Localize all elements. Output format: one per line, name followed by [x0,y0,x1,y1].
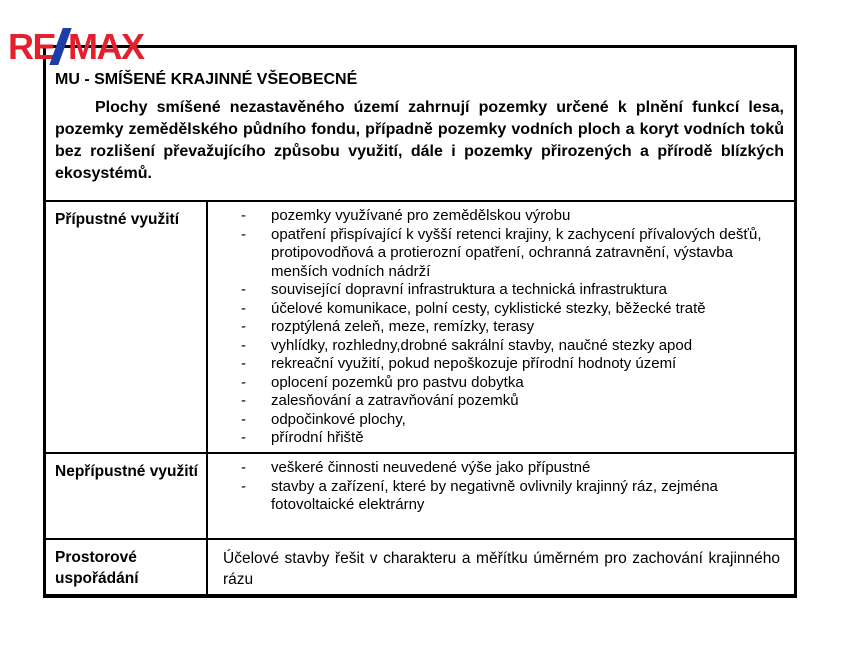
dash-marker: - [241,225,246,243]
table-row-permitted-use [46,200,794,452]
list-item-text: opatření přispívající k vyšší retenci krajiny, k zachycení přívalových dešťů, protipovodňová a protierozní opatření, ochranná zatravnění, výstavba menších vodních nádrží [271,225,762,280]
dash-marker: - [241,355,246,372]
row-content [208,540,794,594]
zone-description: Plochy smíšené nezastavěného území zahrnují pozemky určené k plnění funkcí lesa, pozemky zemědělského půdního fondu, případně pozemky vodních ploch a koryt vodních toků bez rozlišení převažujícího způsobu využití, dále i pozemky přirozených a přírodě blízkých ekosystémů. [55,99,784,182]
list-item [241,459,786,478]
list-item-text: účelové komunikace, polní cesty, cyklistické stezky, běžecké tratě [271,299,706,317]
dash-marker: - [241,392,246,409]
list-item [241,281,786,300]
logo-re-text: RE [8,26,56,67]
dash-marker: - [241,429,246,446]
list-item [241,429,786,448]
list-item-text: vyhlídky, rozhledny,drobné sakrální stavby, naučné stezky apod [271,336,693,354]
list-item [241,300,786,319]
list-item [241,318,786,337]
list-item [241,355,786,374]
list-item-text: pozemky využívané pro zemědělskou výrobu [271,207,571,224]
list-item [241,392,786,411]
dash-marker: - [241,459,246,476]
row-content [208,454,794,538]
logo-max-text: MAX [68,26,144,67]
list-item [241,226,786,282]
zone-title: MU - SMÍŠENÉ KRAJINNÉ VŠEOBECNÉ [55,71,358,88]
row-label: Prostorové uspořádání [46,540,208,594]
list-item-text: rekreační využití, pokud nepoškozuje přírodní hodnoty území [271,355,677,372]
list-item-text: odpočinkové plochy, [271,410,406,428]
row-content [208,202,794,452]
dash-marker: - [241,281,246,298]
list-item-text: rozptýlená zeleň, meze, remízky, terasy [271,318,535,335]
dash-marker: - [241,207,246,224]
dash-marker: - [241,410,246,428]
list-item-text: přírodní hřiště [271,429,364,446]
list-item [241,478,786,515]
bullet-list [208,202,794,448]
dash-marker: - [241,373,246,391]
dash-marker: - [241,477,246,495]
intro-section [46,48,794,200]
list-item [241,411,786,430]
row-label: Přípustné využití [46,202,208,452]
list-item-text: související dopravní infrastruktura a technická infrastruktura [271,281,668,298]
row-label: Nepřípustné využití [46,454,208,538]
bullet-list [208,454,794,515]
list-item [241,374,786,393]
row-text: Účelové stavby řešit v charakteru a měřítku úměrném pro zachování krajinného rázu [223,550,780,588]
dash-marker: - [241,336,246,354]
remax-logo [8,28,144,66]
list-item [241,207,786,226]
list-item-text: veškeré činnosti neuvedené výše jako přípustné [271,459,591,476]
list-item-text: zalesňování a zatravňování pozemků [271,392,519,409]
list-item [241,337,786,356]
list-item-text: stavby a zařízení, které by negativně ovlivnily krajinný ráz, zejména fotovoltaické elektrárny [271,477,718,513]
dash-marker: - [241,318,246,335]
table-row-forbidden-use [46,452,794,538]
table-row-spatial-arrangement [46,538,794,594]
list-item-text: oplocení pozemků pro pastvu dobytka [271,373,524,391]
dash-marker: - [241,299,246,317]
document-box [43,45,797,598]
